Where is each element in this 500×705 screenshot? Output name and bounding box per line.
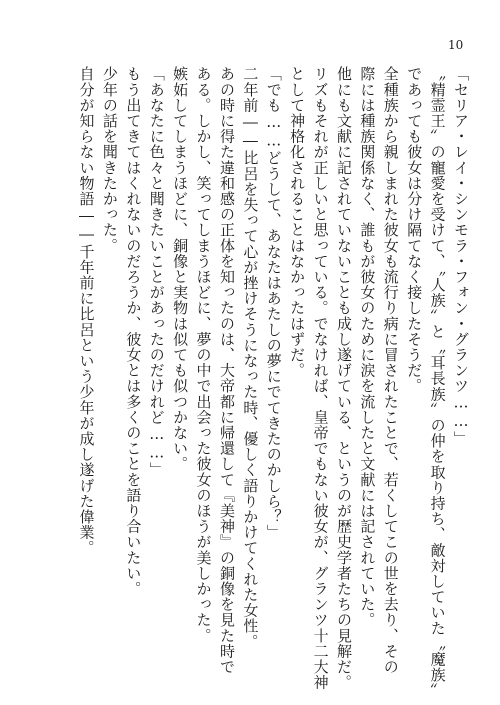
text-line: 際には種族関係なく、誰もが彼女のために涙を流したと文献には記されていた。 (358, 66, 377, 628)
text-line: 自分が知らない物語――千年前に比呂という少年が成し遂げた偉業。 (77, 66, 96, 556)
text-line: 嫉妬してしまうほどに、銅像と実物は似ても似つかない。 (171, 66, 190, 472)
text-line: 〝精霊王〟の寵愛を受けて、〝人族〟と〝耳長族〟の仲を取り持ち、敵対していた〝魔族〟 (428, 66, 447, 699)
text-line: 「あなたに色々と聞きたいことがあったのだけれど……」 (147, 66, 166, 478)
text-line: 他にも文献に記されていないことも成し遂げている、というのが歴史学者たちの見解だ。 (334, 66, 353, 690)
text-line: ある。しかし、笑ってしまうほどに、夢の中で出会った彼女のほうが美しかった。 (194, 66, 213, 644)
text-line: もう出てきてはくれないのだろうか、彼女とは多くのことを語り合いたい。 (124, 66, 143, 597)
text-line: 少年の話を聞きたかった。 (100, 66, 119, 254)
text-line: リズもそれが正しいと思っている。でなければ、皇帝でもない彼女が、グランツ十二大神 (311, 66, 330, 690)
vertical-text-block (74, 66, 472, 699)
text-line: 二年前――比呂を失って心が挫けそうになった時、優しく語りかけてくれた女性。 (241, 66, 260, 650)
page-number: 10 (448, 38, 464, 52)
text-line: 「でも……どうして、あなたはあたしの夢にでてきたのかしら？」 (264, 66, 283, 540)
text-line: 全種族から親しまれた彼女も流行り病に冒されたことで、若くしてこの世を去り、その (381, 66, 400, 675)
text-line: 「セリア・レイ・シンモラ・フォン・グランツ……」 (452, 66, 470, 447)
text-line: あの時に得た違和感の正体を知ったのは、大帝都に帰還して『美神』の銅像を見た時で (217, 66, 236, 675)
text-line: であっても彼女は分け隔てなく接したそうだ。 (405, 66, 424, 394)
text-line: として神格化されることはなかったはずだ。 (288, 66, 307, 378)
